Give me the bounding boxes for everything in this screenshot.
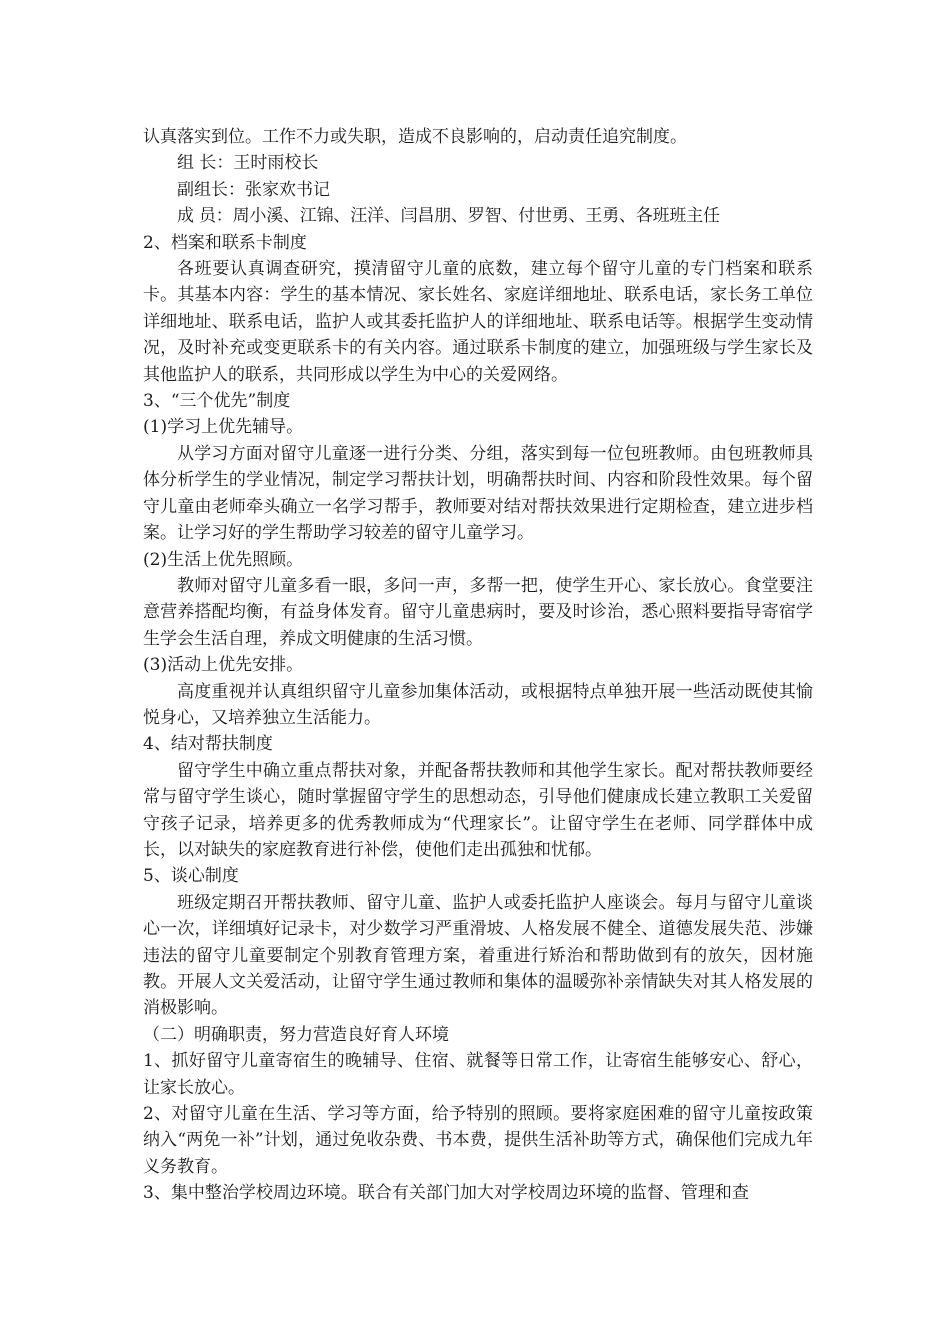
- team-leader-line: 组 长：王时雨校长: [177, 153, 319, 174]
- paragraph-life: 教师对留守儿童多看一眼，多问一声，多帮一把，使学生开心、家长放心。食堂要注意营养搭配均衡，有益身体发育。留守儿童患病时，要及时诊治，悉心照料要指导寄宿学生学会生活自理，养成文明健康的生活习惯。: [143, 575, 813, 649]
- section-heading-duties: （二）明确职责，努力营造良好育人环境: [143, 1024, 449, 1045]
- section-heading-4: 4、结对帮扶制度: [143, 734, 273, 755]
- paragraph-talks: 班级定期召开帮扶教师、留守儿童、监护人或委托监护人座谈会。每月与留守儿童谈心一次，详细填好记录卡，对少数学习严重滑坡、人格发展不健全、道德发展失范、涉嫌违法的留守儿童要制定个别教育管理方案，着重进行矫治和帮助做到有的放矢，因材施教。开展人文关爱活动，让留守学生通过教师和集体的温暖弥补亲情缺失对其人格发展的消极影响。: [143, 892, 813, 1019]
- paragraph-archives: 各班要认真调查研究，摸清留守儿童的底数，建立每个留守儿童的专门档案和联系卡。其基本内容：学生的基本情况、家长姓名、家庭详细地址、联系电话，家长务工单位详细地址、联系电话，监护人或其委托监护人的详细地址、联系电话等。根据学生变动情况，及时补充或变更联系卡的有关内容。通过联系卡制度的建立，加强班级与学生家长及其他监护人的联系，共同形成以学生为中心的关爱网络。: [143, 259, 813, 385]
- paragraph-pairing: 留守学生中确立重点帮扶对象，并配备帮扶教师和其他学生家长。配对帮扶教师要经常与留守学生谈心，随时掌握留守学生的思想动态，引导他们健康成长建立教职工关爱留守孩子记录，培养更多的优秀教师成为“代理家长”。让留守学生在老师、同学群体中成长，以对缺失的家庭教育进行补偿，使他们走出孤独和忧郁。: [143, 760, 813, 860]
- paragraph-duty-3: 3、集中整治学校周边环境。联合有关部门加大对学校周边环境的监督、管理和查: [143, 1183, 749, 1204]
- paragraph-accountability: 认真落实到位。工作不力或失职，造成不良影响的，启动责任追究制度。: [143, 127, 687, 147]
- paragraph-activity: 高度重视并认真组织留守儿童参加集体活动，或根据特点单独开展一些活动既使其愉悦身心，又培养独立生活能力。: [143, 681, 813, 728]
- subheading-activity: (3)活动上优先安排。: [143, 655, 304, 676]
- section-heading-5: 5、谈心制度: [143, 866, 239, 887]
- section-heading-2: 2、档案和联系卡制度: [143, 232, 307, 253]
- paragraph-duty-2: 2、对留守儿童在生活、学习等方面，给予特别的照顾。要将家庭困难的留守儿童按政策纳入“两免一补”计划，通过免收杂费、书本费，提供生活补助等方式，确保他们完成九年义务教育。: [143, 1104, 813, 1177]
- section-heading-3: 3、“三个优先”制度: [143, 391, 291, 412]
- subheading-life: (2)生活上优先照顾。: [143, 549, 304, 570]
- subheading-study: (1)学习上优先辅导。: [143, 417, 304, 438]
- paragraph-duty-1: 1、抓好留守儿童寄宿生的晚辅导、住宿、就餐等日常工作，让寄宿生能够安心、舒心，让家长放心。: [143, 1051, 813, 1098]
- team-members-line: 成 员：周小溪、江锦、汪洋、闫昌朋、罗智、付世勇、王勇、各班班主任: [177, 206, 720, 227]
- paragraph-study: 从学习方面对留守儿童逐一进行分类、分组，落实到每一位包班教师。由包班教师具体分析学生的学业情况，制定学习帮扶计划，明确帮扶时间、内容和阶段性效果。每个留守儿童由老师牵头确立一名学习帮手，教师要对结对帮扶效果进行定期检查，建立进步档案。让学习好的学生帮助学习较差的留守儿童学习。: [143, 443, 813, 544]
- deputy-leader-line: 副组长：张家欢书记: [177, 179, 330, 200]
- document-body: [143, 124, 813, 1207]
